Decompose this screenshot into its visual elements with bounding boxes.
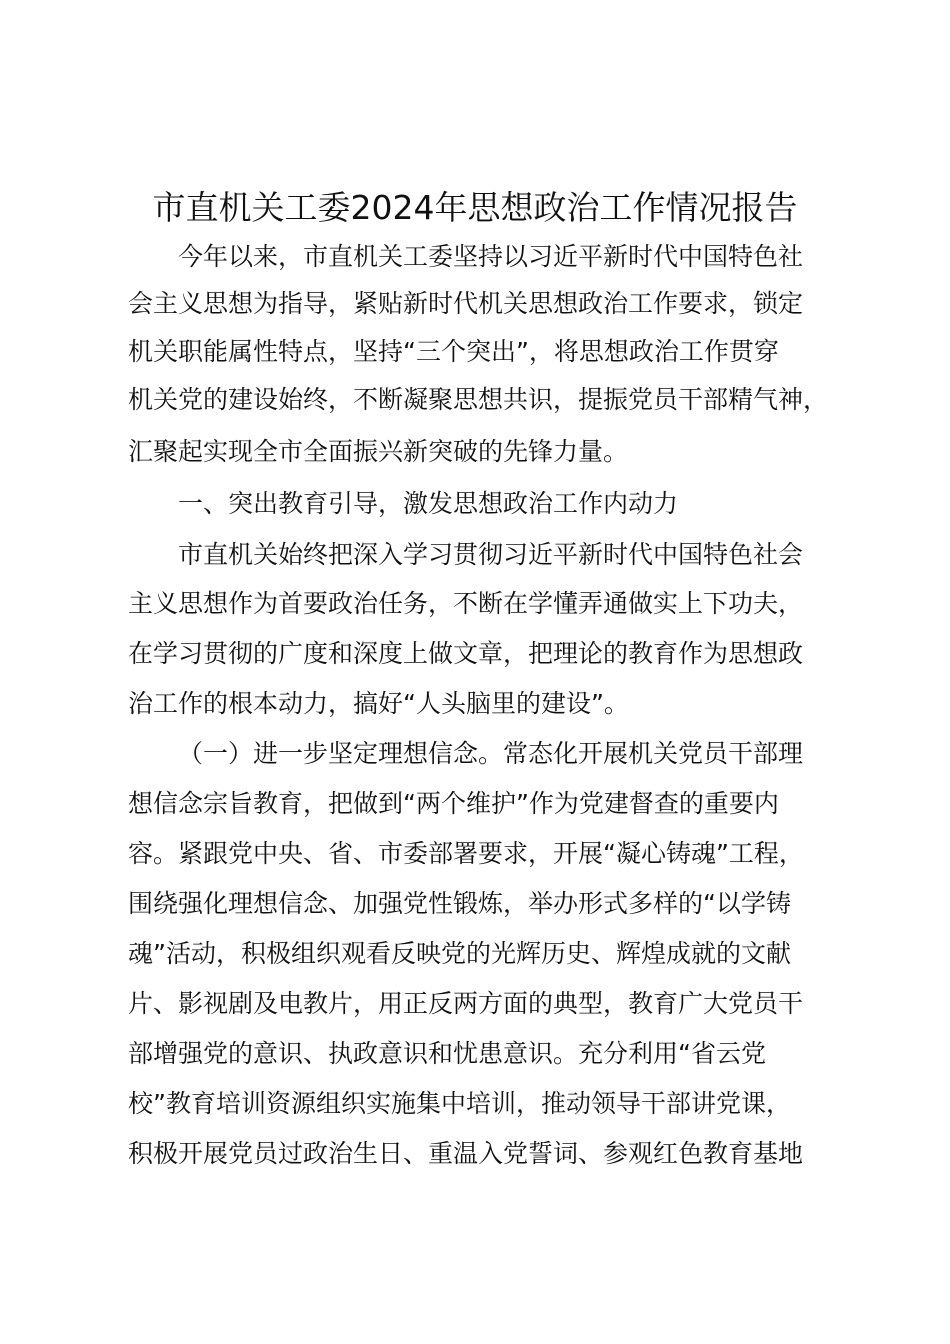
section-heading: 一、突出教育引导，激发思想政治工作内动力 <box>178 489 679 518</box>
text-line: 机关党的建设始终，不断凝聚思想共识，提振党员干部精气神， <box>128 385 829 414</box>
text-line: 部增强党的意识、执政意识和忧患意识。充分利用“省云党 <box>128 1039 766 1068</box>
text-line: 机关职能属性特点，坚持“三个突出”，将思想政治工作贯穿 <box>128 337 779 366</box>
text-line: 今年以来，市直机关工委坚持以习近平新时代中国特色社 <box>178 242 804 271</box>
text-line: 在学习贯彻的广度和深度上做文章，把理论的教育作为思想政 <box>128 639 804 668</box>
text-line: 市直机关始终把深入学习贯彻习近平新时代中国特色社会 <box>178 540 804 569</box>
document-title: 市直机关工委2024年思想政治工作情况报告 <box>152 188 798 227</box>
text-line: 魂”活动，积极组织观看反映党的光辉历史、辉煌成就的文献 <box>128 939 791 968</box>
text-line: 围绕强化理想信念、加强党性锻炼，举办形式多样的“以学铸 <box>128 889 791 918</box>
text-line: 片、影视剧及电教片，用正反两方面的典型，教育广大党员干 <box>128 989 804 1018</box>
text-line: 会主义思想为指导，紧贴新时代机关思想政治工作要求，锁定 <box>128 289 804 318</box>
text-line: 治工作的根本动力，搞好“人头脑里的建设”。 <box>128 689 629 718</box>
text-line: 校”教育培训资源组织实施集中培训，推动领导干部讲党课， <box>128 1089 791 1118</box>
text-line: 主义思想作为首要政治任务，不断在学懂弄通做实上下功夫， <box>128 589 804 618</box>
text-line: 容。紧跟党中央、省、市委部署要求，开展“凝心铸魂”工程， <box>128 839 804 868</box>
subsection-heading: （一）进一步坚定理想信念。常态化开展机关党员干部理 <box>178 739 804 768</box>
text-line: 积极开展党员过政治生日、重温入党誓词、参观红色教育基地 <box>128 1139 804 1168</box>
text-line: 汇聚起实现全市全面振兴新突破的先锋力量。 <box>128 437 629 466</box>
text-line: 想信念宗旨教育，把做到“两个维护”作为党建督查的重要内 <box>128 789 779 818</box>
